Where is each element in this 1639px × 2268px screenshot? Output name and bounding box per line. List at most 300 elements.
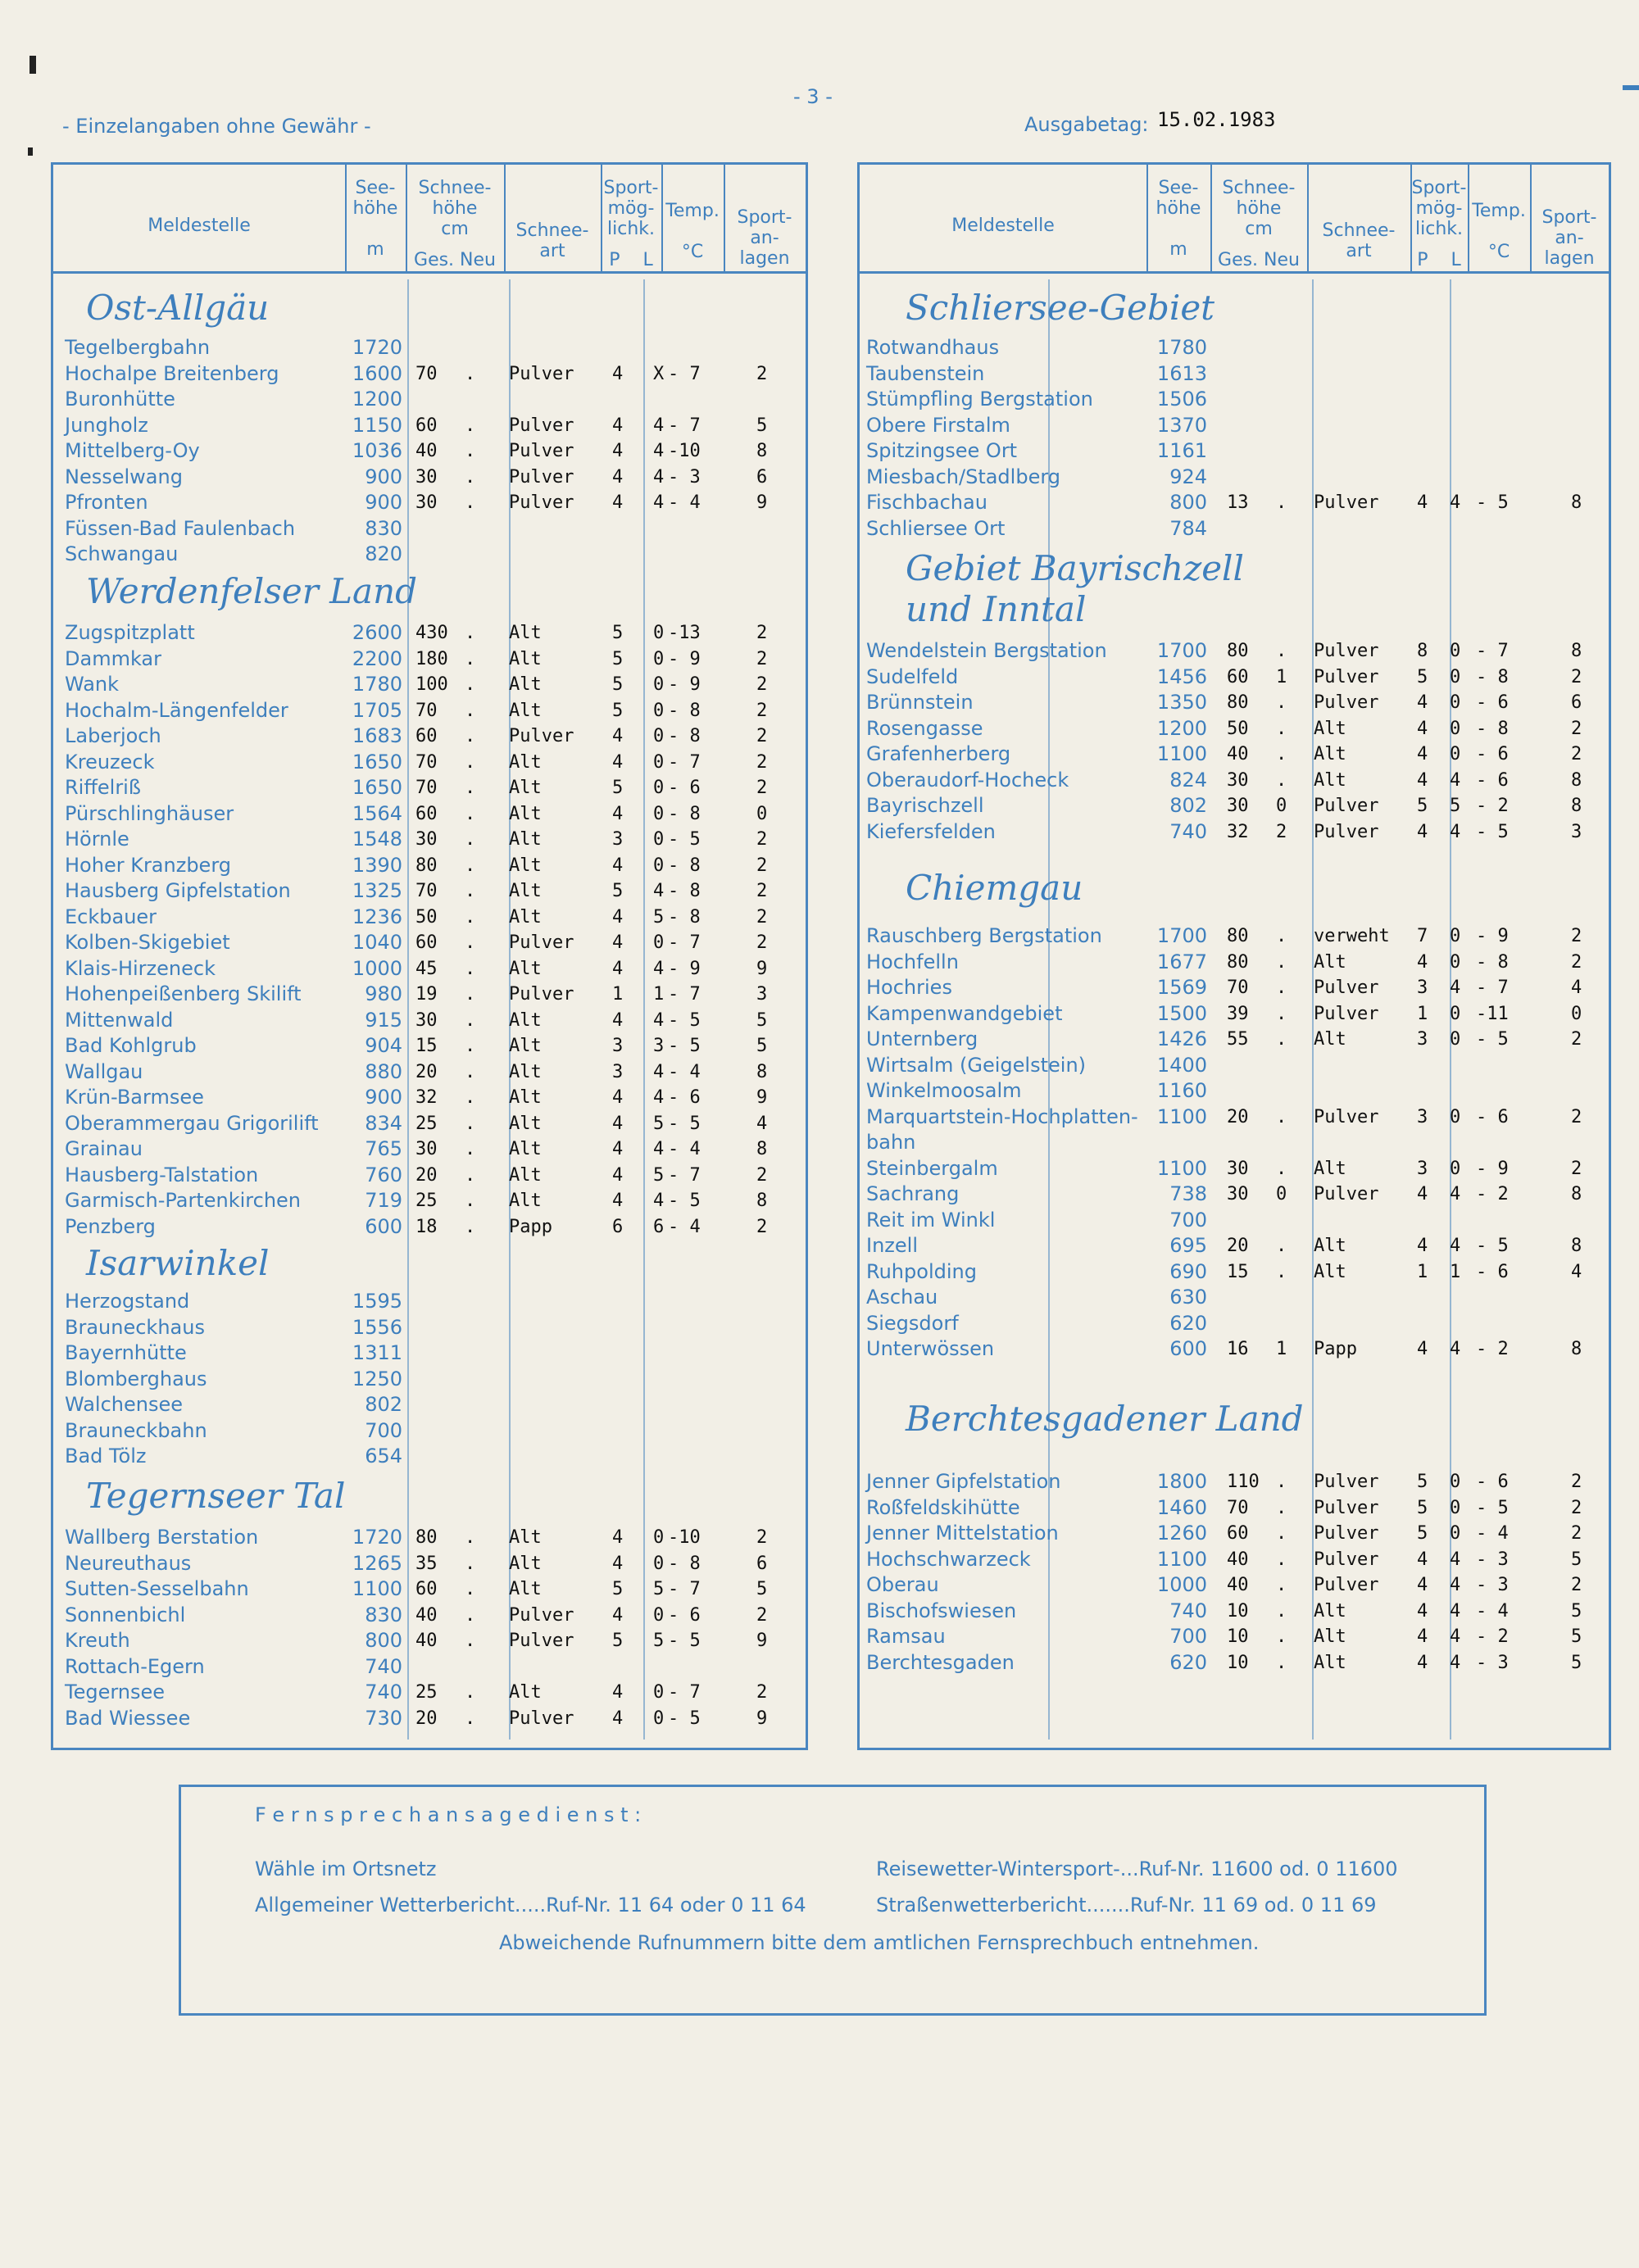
table-row — [860, 1547, 1609, 1572]
sport-l: 4 — [1450, 492, 1461, 513]
sport-p: 4 — [612, 855, 624, 876]
snow-new: . — [1276, 718, 1287, 739]
station-name: Sutten-Sesselbahn — [65, 1577, 249, 1600]
altitude: 719 — [365, 1189, 402, 1212]
station-name: Hochalm-Längenfelder — [65, 698, 288, 722]
temperature: - 6 — [1476, 1106, 1509, 1127]
table-row — [53, 956, 806, 982]
station-name: Hausberg-Talstation — [65, 1163, 259, 1186]
temperature: - 8 — [668, 881, 701, 901]
sport-l: 4 — [653, 466, 665, 488]
sport-facilities: 2 — [756, 751, 768, 773]
temperature: -11 — [1476, 1003, 1509, 1024]
sport-l: 0 — [1450, 1029, 1461, 1050]
temperature: - 9 — [668, 958, 701, 979]
snow-type: Pulver — [509, 466, 574, 488]
col-header-schneehoehe: Schnee- höhe cm — [1222, 178, 1296, 239]
station-name: Hochalpe Breitenberg — [65, 361, 279, 385]
station-name: Kolben-Skigebiet — [65, 931, 230, 954]
snow-type: Pulver — [1314, 692, 1379, 713]
temperature: - 6 — [1476, 692, 1509, 713]
table-row — [860, 716, 1609, 742]
table-row — [860, 1599, 1609, 1624]
sport-p: 3 — [612, 1061, 624, 1082]
sport-facilities: 3 — [756, 984, 768, 1005]
sport-facilities: 8 — [1571, 492, 1582, 513]
altitude: 830 — [365, 1603, 402, 1626]
sport-facilities: 9 — [756, 1087, 768, 1108]
station-name: Oberammergau Grigorilift — [65, 1111, 319, 1135]
sport-facilities: 8 — [756, 1061, 768, 1082]
table-row — [860, 793, 1609, 819]
sport-l: 0 — [653, 803, 665, 824]
station-name: Pürschlinghäuser — [65, 801, 234, 825]
station-name: Oberau — [866, 1573, 939, 1596]
snow-new: . — [465, 751, 476, 773]
station-name: Herzogstand — [65, 1290, 190, 1313]
station-name: Jenner Gipfelstation — [866, 1470, 1061, 1493]
station-name: Wallgau — [65, 1059, 143, 1083]
snow-new: 2 — [1276, 821, 1287, 842]
table-row — [860, 638, 1609, 664]
snow-type: Papp — [509, 1216, 552, 1237]
snow-type: Alt — [509, 778, 542, 798]
snow-type: Alt — [509, 803, 542, 824]
snow-type: Alt — [509, 1036, 542, 1056]
altitude: 802 — [1169, 794, 1207, 817]
station-name: Kreuth — [65, 1629, 130, 1652]
altitude: 1100 — [1156, 742, 1207, 765]
station-name: Pfronten — [65, 491, 148, 514]
station-name: Winkelmoosalm — [866, 1079, 1022, 1102]
snow-table-left — [51, 162, 808, 1750]
snow-type: Alt — [509, 751, 542, 773]
sport-l: 5 — [653, 1631, 665, 1651]
sport-facilities: 2 — [756, 1527, 768, 1548]
table-row — [860, 768, 1609, 793]
temperature: - 7 — [668, 415, 701, 436]
snow-new: . — [465, 1009, 476, 1031]
altitude: 900 — [365, 491, 402, 514]
temperature: - 8 — [668, 726, 701, 746]
snow-type: Alt — [509, 958, 542, 979]
sport-l: 0 — [1450, 951, 1461, 973]
altitude: 802 — [365, 1393, 402, 1416]
col-header-schneeart: Schnee- art — [1322, 220, 1396, 261]
table-row — [53, 1136, 806, 1162]
snow-new: . — [1276, 1575, 1287, 1595]
station-name: Blomberghaus — [65, 1367, 207, 1390]
temperature: - 5 — [1476, 492, 1509, 513]
table-row — [53, 387, 806, 412]
temperature: - 5 — [668, 1708, 701, 1729]
station-name: Schwangau — [65, 542, 179, 565]
station-name: Klais-Hirzeneck — [65, 956, 216, 980]
table-row — [53, 1214, 806, 1240]
snow-type: Pulver — [1314, 1575, 1379, 1595]
altitude: 1350 — [1156, 691, 1207, 714]
sport-p: 4 — [612, 1191, 624, 1211]
snow-new: . — [1276, 1523, 1287, 1544]
table-row — [860, 1053, 1609, 1078]
snow-type: Pulver — [509, 415, 574, 436]
table-row — [860, 690, 1609, 715]
sport-l: 4 — [1450, 769, 1461, 791]
station-name: Steinbergalm — [866, 1156, 998, 1180]
col-header-meldestelle: Meldestelle — [951, 215, 1055, 236]
temperature: - 6 — [668, 1604, 701, 1626]
col-header-sportanlagen: Sport- an- lagen — [1541, 207, 1597, 269]
station-name: Grafenherberg — [866, 742, 1011, 765]
snow-new: . — [465, 1036, 476, 1056]
sport-l: 0 — [1450, 926, 1461, 946]
snow-total: 30 — [415, 492, 438, 513]
table-row — [53, 1289, 806, 1314]
snow-total: 10 — [1227, 1626, 1249, 1647]
temperature: - 3 — [1476, 1549, 1509, 1570]
snow-type: Alt — [509, 1164, 542, 1186]
snow-new: . — [1276, 978, 1287, 998]
temperature: - 9 — [668, 648, 701, 669]
table-row — [53, 1085, 806, 1110]
sport-p: 3 — [612, 829, 624, 850]
snow-total: 60 — [415, 415, 438, 436]
station-name: Rotwandhaus — [866, 336, 1000, 359]
table-row — [860, 1572, 1609, 1598]
station-name: Bad Tölz — [65, 1445, 147, 1467]
sport-l: 0 — [653, 855, 665, 876]
sport-l: 0 — [1450, 1106, 1461, 1127]
station-name: Ramsau — [866, 1625, 946, 1648]
altitude: 1100 — [1156, 1547, 1207, 1571]
altitude: 1161 — [1156, 439, 1207, 462]
sport-p: 4 — [612, 1553, 624, 1574]
sport-facilities: 2 — [1571, 1029, 1582, 1050]
table-row — [860, 1285, 1609, 1310]
snow-new: . — [1276, 1497, 1287, 1518]
snow-type: Pulver — [1314, 492, 1379, 513]
sport-facilities: 8 — [756, 1191, 768, 1211]
sport-l: 0 — [653, 1708, 665, 1729]
sport-facilities: 2 — [756, 1682, 768, 1703]
snow-new: . — [465, 415, 476, 436]
snow-new: . — [465, 726, 476, 746]
altitude: 1250 — [352, 1367, 402, 1390]
section-title: Schliersee-Gebiet — [906, 288, 1215, 328]
snow-new: . — [1276, 744, 1287, 764]
snow-new: . — [1276, 1472, 1287, 1492]
sport-l: 0 — [653, 829, 665, 850]
snow-total: 20 — [1227, 1236, 1249, 1256]
snow-total: 40 — [415, 441, 438, 461]
altitude: 1150 — [352, 413, 402, 437]
temperature: - 7 — [668, 1579, 701, 1599]
temperature: - 5 — [668, 829, 701, 850]
table-row — [860, 1105, 1609, 1130]
sport-l: 4 — [1450, 1652, 1461, 1673]
table-row — [860, 1182, 1609, 1207]
snow-type: Papp — [1314, 1339, 1357, 1359]
table-row — [53, 982, 806, 1007]
altitude: 690 — [1169, 1259, 1207, 1283]
col-header-seehoehe: See- höhe m — [1155, 178, 1201, 260]
sport-l: 5 — [653, 906, 665, 928]
altitude: 1260 — [1156, 1522, 1207, 1545]
snow-total: 70 — [415, 363, 438, 384]
punch-mark — [28, 147, 33, 156]
table-row — [860, 923, 1609, 949]
sport-facilities: 5 — [1571, 1600, 1582, 1622]
snow-type: Pulver — [1314, 641, 1379, 661]
station-name: Obere Firstalm — [866, 413, 1010, 437]
snow-type: Pulver — [1314, 796, 1379, 816]
temperature: - 4 — [1476, 1600, 1509, 1622]
station-name: Hochschwarzeck — [866, 1547, 1031, 1571]
snow-type: Pulver — [509, 441, 574, 461]
altitude: 1040 — [352, 931, 402, 954]
sport-facilities: 9 — [756, 958, 768, 979]
station-name: Reit im Winkl — [866, 1208, 996, 1232]
temperature: - 4 — [668, 1216, 701, 1237]
snow-total: 16 — [1227, 1339, 1249, 1359]
altitude: 700 — [1169, 1208, 1207, 1232]
sport-p: 5 — [1417, 1472, 1428, 1492]
snow-new: . — [1276, 1106, 1287, 1127]
table-row — [860, 742, 1609, 767]
snow-total: 30 — [415, 1009, 438, 1031]
snow-new: 1 — [1276, 666, 1287, 687]
altitude: 1400 — [1156, 1053, 1207, 1077]
snow-type: Pulver — [1314, 1523, 1379, 1544]
altitude: 630 — [1169, 1286, 1207, 1309]
sport-facilities: 8 — [1571, 641, 1582, 661]
snow-total: 32 — [1227, 821, 1249, 842]
table-row — [860, 1469, 1609, 1495]
station-name: Hörnle — [65, 828, 129, 850]
snow-type: Pulver — [509, 932, 574, 953]
station-name: Unternberg — [866, 1027, 978, 1050]
sport-p: 4 — [612, 363, 624, 384]
station-name: Sudelfeld — [866, 665, 959, 688]
sport-facilities: 8 — [756, 441, 768, 461]
table-row — [860, 1208, 1609, 1233]
snow-new: 1 — [1276, 1339, 1287, 1359]
table-row — [53, 698, 806, 723]
snow-new: . — [465, 674, 476, 695]
table-row — [860, 950, 1609, 975]
snow-new: . — [1276, 951, 1287, 973]
snow-new: . — [1276, 926, 1287, 946]
sport-l: 4 — [1450, 1600, 1461, 1622]
sport-p: 4 — [612, 441, 624, 461]
altitude: 1780 — [352, 673, 402, 696]
phone-note: Abweichende Rufnummern bitte dem amtlichen Fernsprechbuch entnehmen. — [499, 1931, 1260, 1954]
temperature: - 2 — [1476, 1184, 1509, 1204]
temperature: - 3 — [1476, 1575, 1509, 1595]
snow-total: 18 — [415, 1216, 438, 1237]
sport-p: 4 — [612, 1604, 624, 1626]
altitude: 1700 — [1156, 924, 1207, 947]
sport-l: 4 — [1450, 1626, 1461, 1647]
temperature: - 9 — [1476, 926, 1509, 946]
sport-p: 4 — [612, 906, 624, 928]
sport-p: 1 — [1417, 1003, 1428, 1024]
station-name: Krün-Barmsee — [65, 1086, 204, 1109]
table-row — [53, 801, 806, 827]
sport-l: 4 — [1450, 821, 1461, 842]
temperature: - 6 — [1476, 1472, 1509, 1492]
station-name: Hohenpeißenberg Skilift — [65, 982, 302, 1005]
section-title: Ost-Allgäu — [86, 288, 270, 328]
sport-l: 0 — [1450, 718, 1461, 739]
snow-new: . — [1276, 1029, 1287, 1050]
snow-type: Alt — [1314, 718, 1346, 739]
snow-type: Alt — [509, 881, 542, 901]
snow-total: 20 — [415, 1708, 438, 1729]
temperature: - 7 — [1476, 978, 1509, 998]
sport-l: 4 — [653, 1139, 665, 1159]
altitude: 695 — [1169, 1234, 1207, 1257]
station-name: Hochries — [866, 976, 952, 999]
station-name: Buronhütte — [65, 388, 175, 411]
sport-l: 4 — [1450, 1184, 1461, 1204]
temperature: - 6 — [668, 1087, 701, 1108]
col-header-temp: Temp. °C — [665, 201, 720, 262]
snow-total: 40 — [1227, 1575, 1249, 1595]
altitude: 1548 — [352, 828, 402, 850]
snow-total: 40 — [415, 1604, 438, 1626]
sport-facilities: 6 — [756, 1553, 768, 1574]
station-name: Wank — [65, 673, 120, 696]
sport-l: 0 — [1450, 641, 1461, 661]
station-name: Bayrischzell — [866, 794, 984, 817]
station-name: Hoher Kranzberg — [65, 853, 232, 877]
table-row — [53, 1680, 806, 1705]
edge-mark — [1623, 85, 1639, 90]
sport-l: 0 — [1450, 1158, 1461, 1179]
temperature: - 2 — [1476, 1339, 1509, 1359]
snow-total: 25 — [415, 1191, 438, 1211]
snow-total: 15 — [415, 1036, 438, 1056]
sport-l: 0 — [1450, 1472, 1461, 1492]
altitude: 1700 — [1156, 639, 1207, 662]
altitude: 738 — [1169, 1182, 1207, 1205]
altitude: 1613 — [1156, 361, 1207, 385]
snow-total: 70 — [415, 881, 438, 901]
altitude: 1100 — [1156, 1105, 1207, 1128]
snow-type: Alt — [1314, 1261, 1346, 1282]
snow-new: . — [465, 829, 476, 850]
sport-p: 4 — [612, 466, 624, 488]
station-name: Brünnstein — [866, 691, 974, 714]
snow-type: Alt — [509, 1113, 542, 1134]
col-header-ges-neu: Ges. Neu — [414, 250, 496, 270]
snow-type: Alt — [1314, 1158, 1346, 1179]
station-name: Marquartstein-Hochplatten- — [866, 1105, 1138, 1128]
altitude: 765 — [365, 1137, 402, 1160]
temperature: - 5 — [1476, 1236, 1509, 1256]
table-row — [53, 1059, 806, 1085]
altitude: 1677 — [1156, 950, 1207, 973]
temperature: - 8 — [1476, 666, 1509, 687]
sport-p: 4 — [1417, 1236, 1428, 1256]
sport-facilities: 5 — [1571, 1549, 1582, 1570]
sport-l: 1 — [1450, 1261, 1461, 1282]
snow-type: Alt — [509, 829, 542, 850]
sport-facilities: 9 — [756, 1631, 768, 1651]
sport-facilities: 9 — [756, 1708, 768, 1729]
snow-total: 40 — [1227, 1549, 1249, 1570]
temperature: - 9 — [668, 674, 701, 695]
temperature: - 5 — [668, 1009, 701, 1031]
sport-facilities: 0 — [756, 803, 768, 824]
sport-facilities: 2 — [1571, 666, 1582, 687]
sport-p: 4 — [612, 751, 624, 773]
altitude: 900 — [365, 1086, 402, 1109]
snow-new: . — [465, 984, 476, 1005]
table-row — [860, 665, 1609, 690]
snow-new: . — [465, 778, 476, 798]
col-header-sportmoeglichkeit: Sport- mög- lichk. — [1411, 178, 1467, 239]
sport-p: 4 — [1417, 951, 1428, 973]
sport-p: 8 — [1417, 641, 1428, 661]
snow-type: Pulver — [509, 363, 574, 384]
snow-type: Alt — [509, 855, 542, 876]
snow-total: 100 — [415, 674, 448, 695]
altitude: 700 — [1169, 1625, 1207, 1648]
sport-l: 0 — [653, 726, 665, 746]
sport-l: 0 — [653, 674, 665, 695]
snow-new: . — [465, 492, 476, 513]
table-row — [53, 438, 806, 464]
snow-total: 25 — [415, 1113, 438, 1134]
snow-total: 30 — [1227, 796, 1249, 816]
table-row — [53, 1188, 806, 1213]
snow-total: 80 — [1227, 951, 1249, 973]
snow-total: 50 — [415, 906, 438, 928]
altitude: 740 — [1169, 1599, 1207, 1622]
sport-p: 5 — [612, 623, 624, 643]
table-row — [53, 905, 806, 930]
temperature: - 7 — [668, 751, 701, 773]
altitude: 1390 — [352, 853, 402, 877]
section-title: Gebiet Bayrischzell und Inntal — [906, 548, 1244, 629]
temperature: - 8 — [1476, 718, 1509, 739]
snow-new: . — [465, 1579, 476, 1599]
snow-total: 10 — [1227, 1600, 1249, 1622]
snow-total: 80 — [1227, 641, 1249, 661]
snow-new: 0 — [1276, 796, 1287, 816]
altitude: 1569 — [1156, 976, 1207, 999]
temperature: - 6 — [1476, 769, 1509, 791]
sport-p: 4 — [1417, 1549, 1428, 1570]
station-name: Fischbachau — [866, 491, 987, 514]
table-row — [53, 930, 806, 955]
station-name: Neureuthaus — [65, 1551, 192, 1575]
altitude: 1236 — [352, 905, 402, 928]
snow-type: Alt — [1314, 1652, 1346, 1673]
sport-l: 4 — [653, 1087, 665, 1108]
sport-facilities: 2 — [756, 726, 768, 746]
snow-new: . — [465, 700, 476, 721]
snow-new: . — [1276, 492, 1287, 513]
station-name: Riffelriß — [65, 776, 141, 799]
snow-new: . — [1276, 1549, 1287, 1570]
snow-new: . — [1276, 1626, 1287, 1647]
snow-type: Alt — [1314, 1029, 1346, 1050]
station-name: Penzberg — [65, 1214, 156, 1238]
sport-facilities: 2 — [1571, 1472, 1582, 1492]
